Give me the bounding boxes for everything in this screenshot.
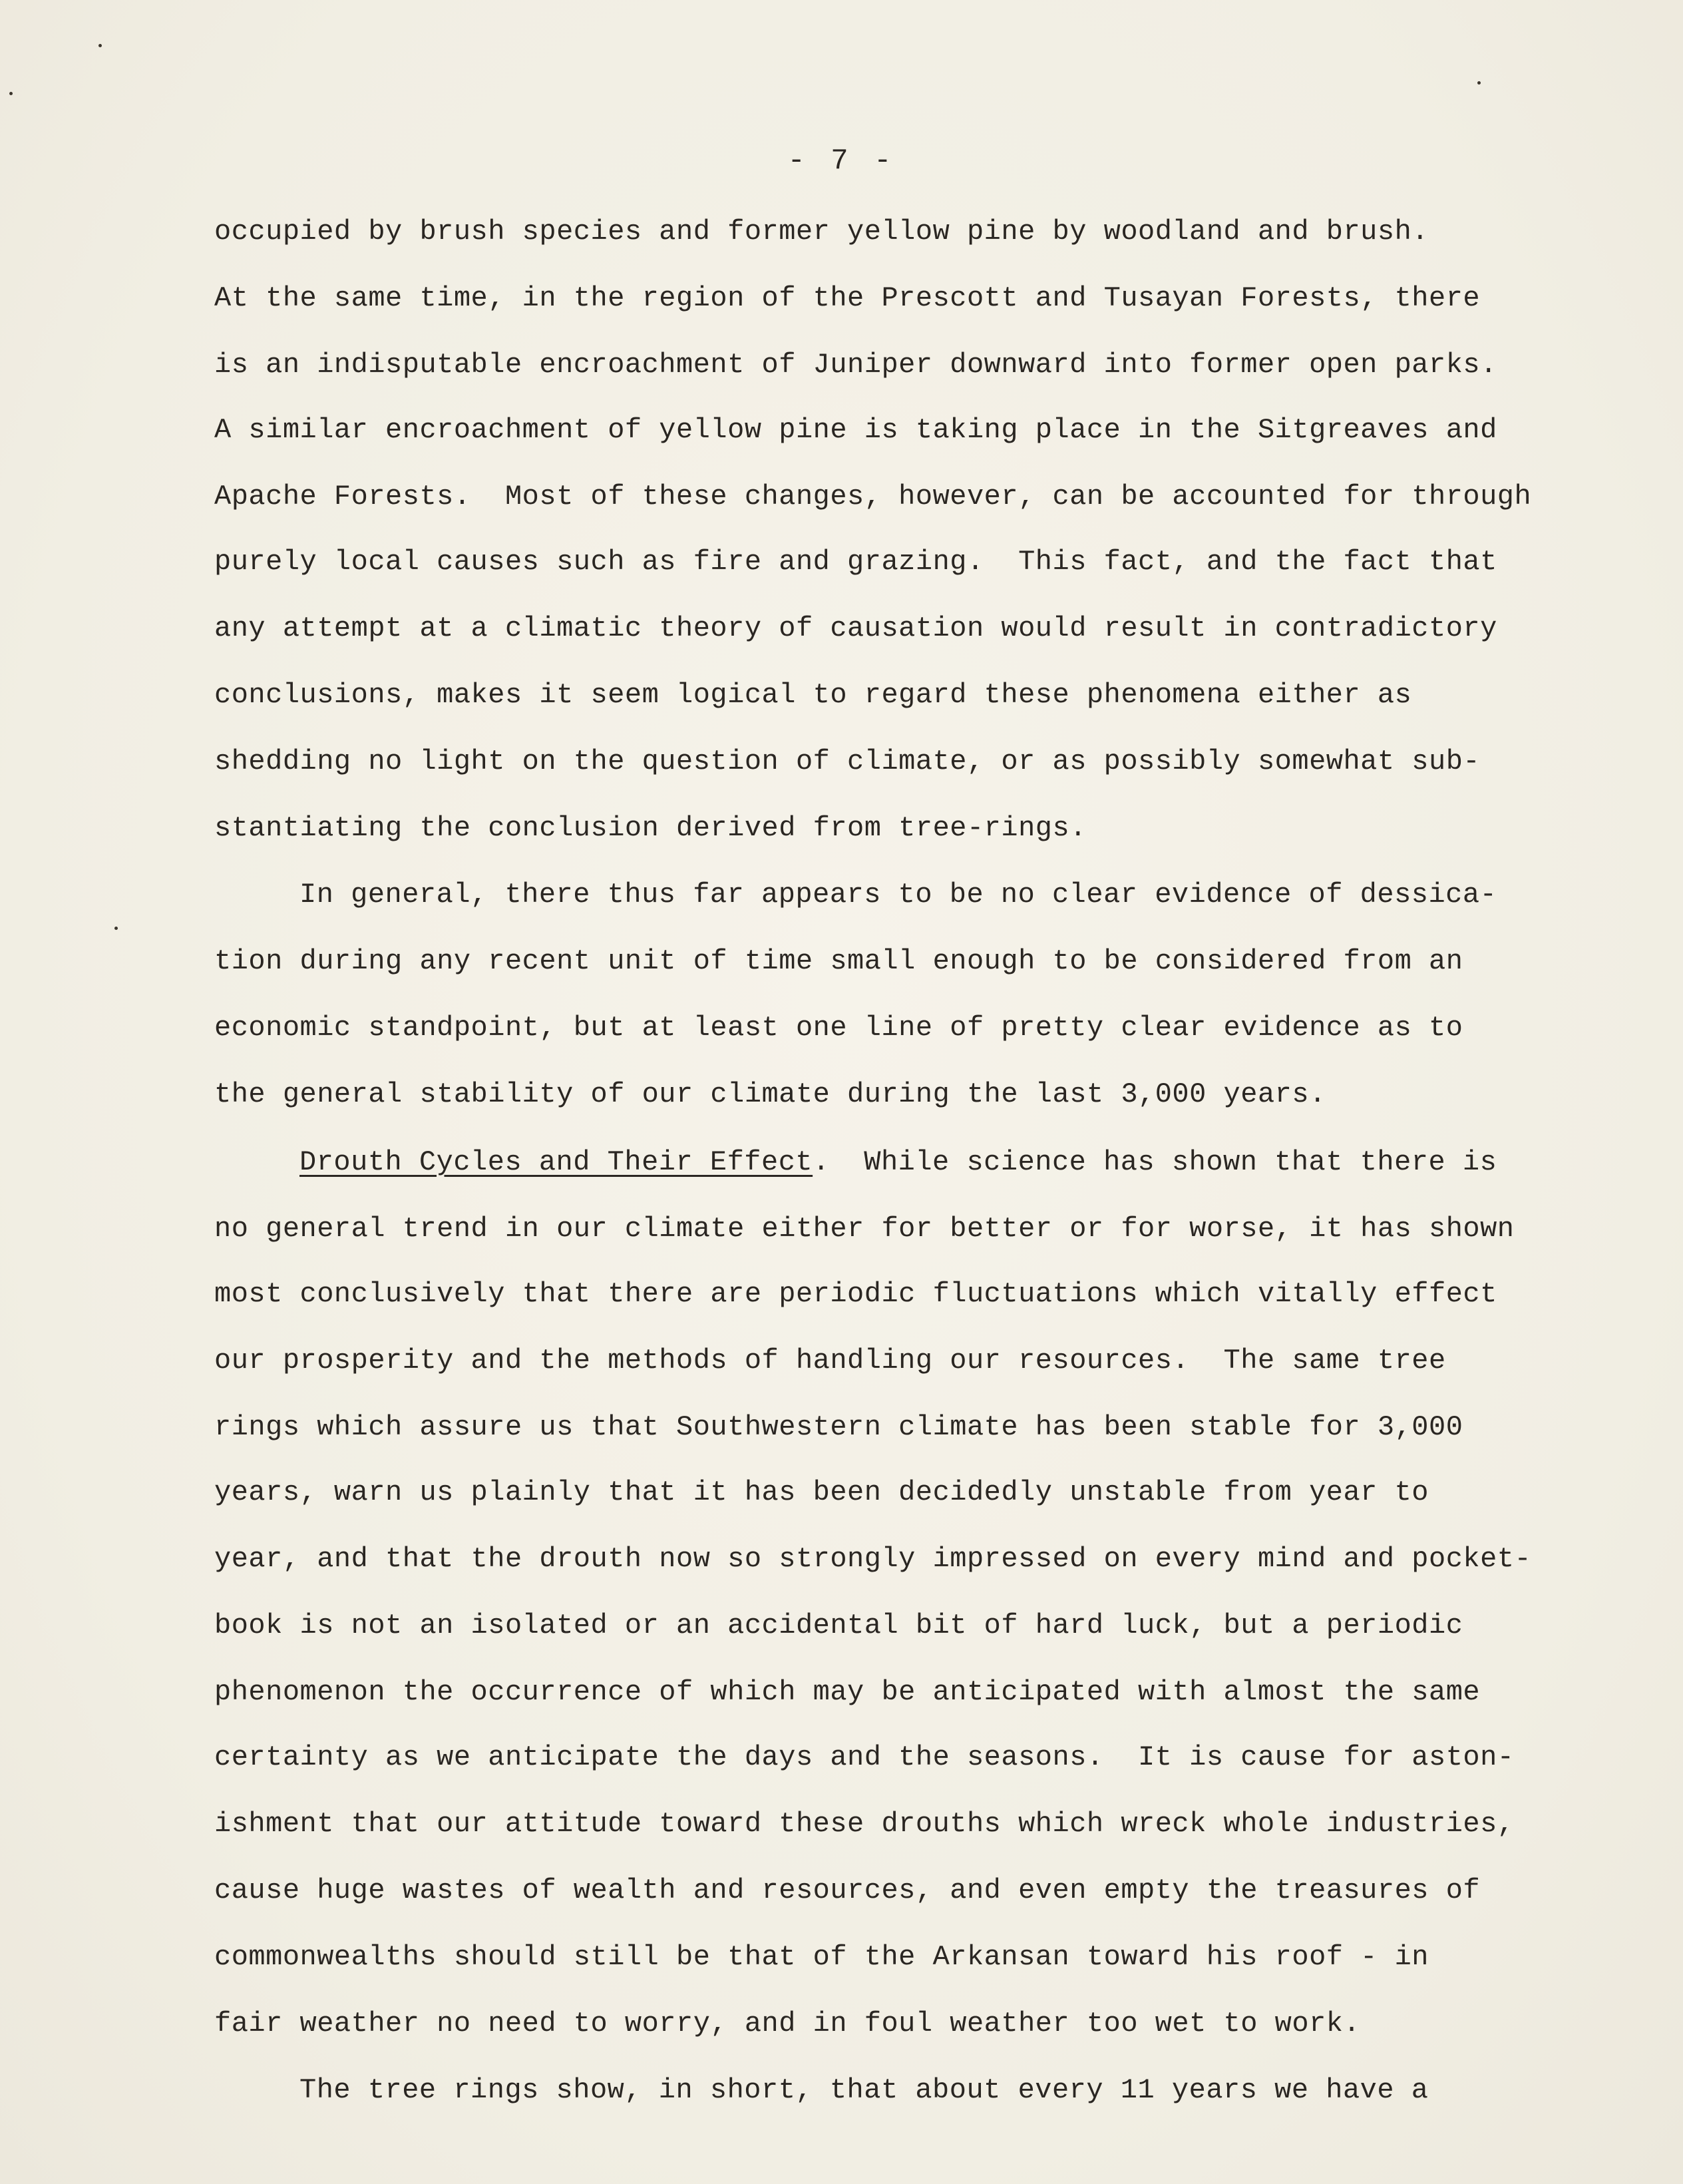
text-line: year, and that the drouth now so strongly impressed on every mind and pocket- (214, 1543, 1532, 1575)
text-line: cause huge wastes of wealth and resources, and even empty the treasures of (214, 1874, 1481, 1906)
text-line: is an indisputable encroachment of Juniper downward into former open parks. (214, 349, 1497, 381)
text-line: no general trend in our climate either for better or for worse, it has shown (214, 1213, 1515, 1245)
text-line: phenomenon the occurrence of which may be anticipated with almost the same (214, 1676, 1481, 1708)
text-line: tion during any recent unit of time small enough to be considered from an (214, 945, 1463, 977)
text-line: A similar encroachment of yellow pine is taking place in the Sitgreaves and (214, 414, 1497, 446)
text-line: conclusions, makes it seem logical to regard these phenomena either as (214, 679, 1412, 711)
text-line: our prosperity and the methods of handling our resources. The same tree (214, 1345, 1446, 1377)
text-line: commonwealths should still be that of the Arkansan toward his roof - in (214, 1941, 1429, 1973)
text-line: In general, there thus far appears to be no clear evidence of dessica- (299, 879, 1497, 911)
text-line: economic standpoint, but at least one line of pretty clear evidence as to (214, 1012, 1463, 1044)
paper-speck (1477, 81, 1481, 85)
text-line: The tree rings show, in short, that about every 11 years we have a (299, 2074, 1429, 2106)
text-line: stantiating the conclusion derived from tree-rings. (214, 812, 1087, 844)
text-line: years, warn us plainly that it has been decidedly unstable from year to (214, 1476, 1429, 1508)
text-line: any attempt at a climatic theory of causation would result in contradictory (214, 612, 1497, 644)
text-line-rest: . While science has shown that there is (813, 1146, 1497, 1178)
text-line: the general stability of our climate during the last 3,000 years. (214, 1078, 1326, 1110)
text-line: ishment that our attitude toward these drouths which wreck whole industries, (214, 1808, 1515, 1840)
paper-speck (114, 927, 118, 930)
text-line: rings which assure us that Southwestern climate has been stable for 3,000 (214, 1411, 1463, 1443)
text-line: occupied by brush species and former yellow pine by woodland and brush. (214, 216, 1429, 248)
text-line: certainty as we anticipate the days and the seasons. It is cause for aston- (214, 1741, 1515, 1773)
section-heading-line (299, 1142, 1497, 1182)
text-line: Apache Forests. Most of these changes, however, can be accounted for through (214, 481, 1532, 513)
section-heading: Drouth Cycles and Their Effect (299, 1146, 813, 1178)
paper-speck (98, 44, 102, 47)
text-line: book is not an isolated or an accidental bit of hard luck, but a periodic (214, 1610, 1463, 1641)
page-number: - 7 - (787, 144, 896, 178)
text-line: shedding no light on the question of climate, or as possibly somewhat sub- (214, 746, 1481, 777)
text-line: At the same time, in the region of the Prescott and Tusayan Forests, there (214, 282, 1481, 314)
text-line: fair weather no need to worry, and in foul weather too wet to work. (214, 2008, 1361, 2040)
text-line: most conclusively that there are periodic fluctuations which vitally effect (214, 1278, 1497, 1310)
text-line: purely local causes such as fire and grazing. This fact, and the fact that (214, 546, 1497, 578)
paper-speck (9, 92, 13, 95)
